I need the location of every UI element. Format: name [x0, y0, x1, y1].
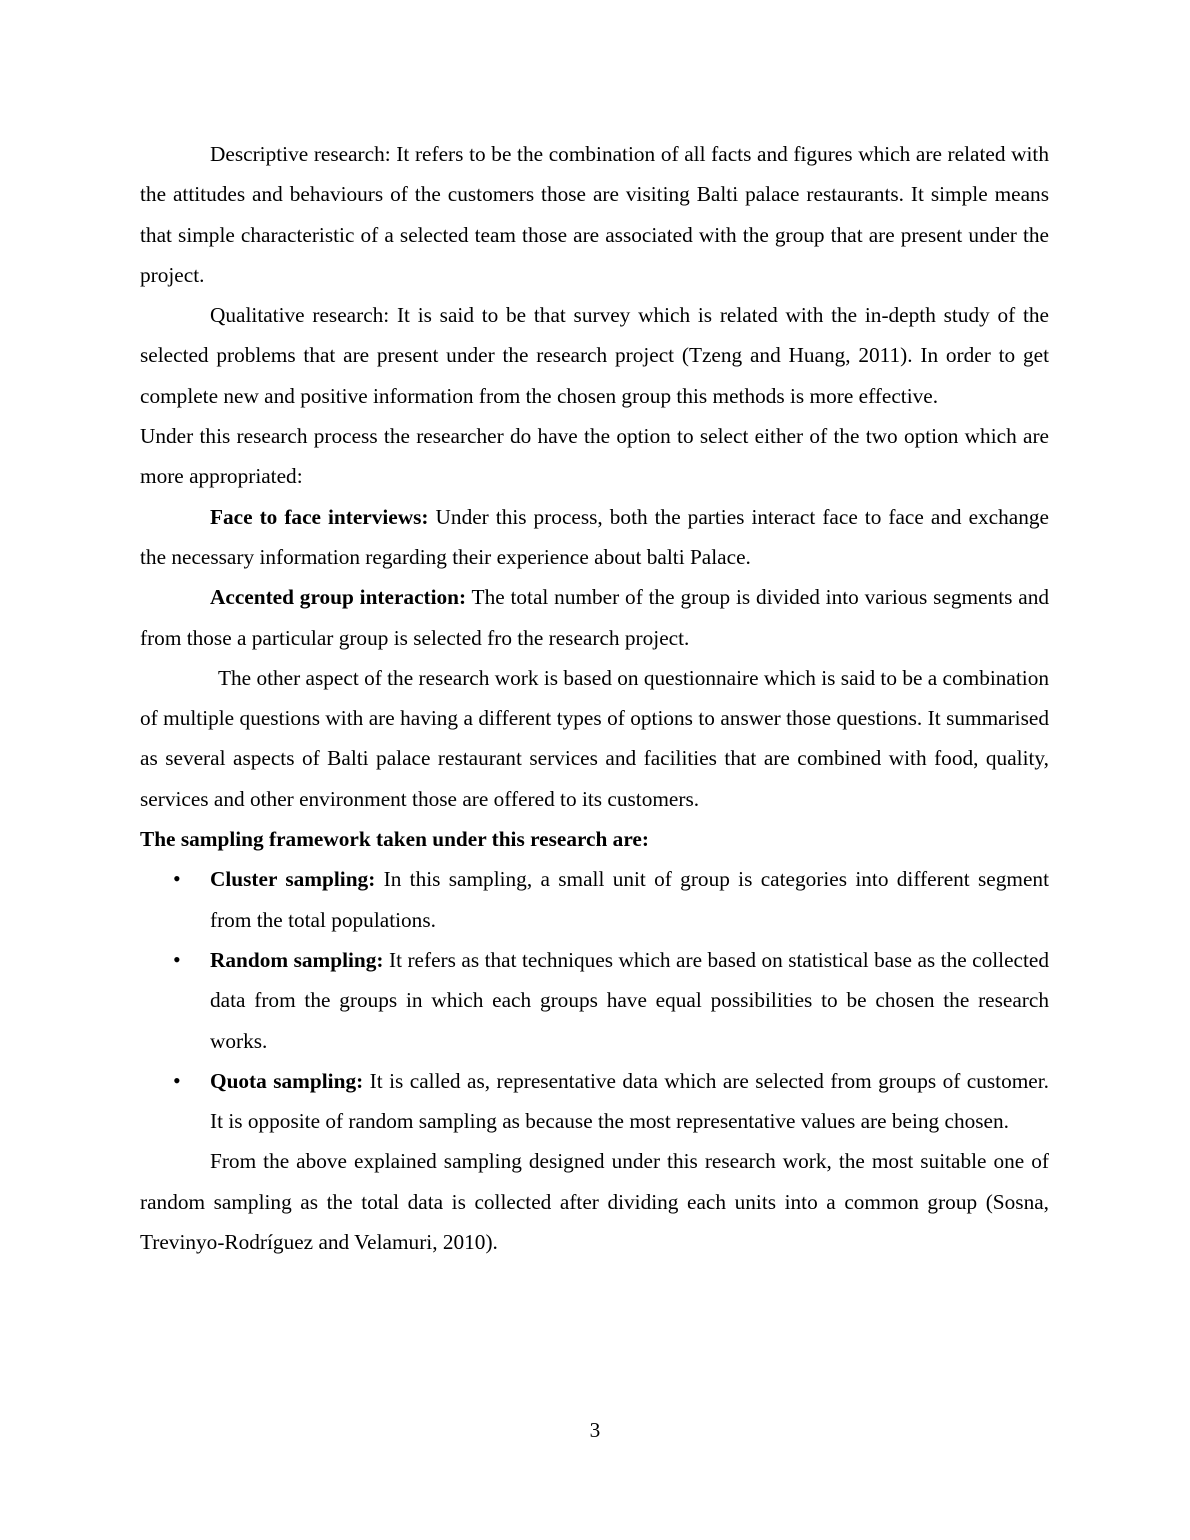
paragraph-face-to-face-interviews: [140, 497, 1049, 578]
document-page: [140, 134, 1049, 1262]
paragraph-other-aspect: The other aspect of the research work is based on questionnaire which is said to be a combination of multiple questions with are having a different types of options to answer those questions. It summarised as several aspects of Balti palace restaurant services and facilities that are combined with food, quality, services and other environment those are offered to its customers.: [140, 665, 1049, 811]
text-quota-sampling: It is called as, representative data which are selected from groups of customer. It is opposite of random sampling as because the most representative values are being chosen.: [210, 1068, 1049, 1134]
bullet-icon: •: [173, 946, 181, 972]
text-cluster-sampling: In this sampling, a small unit of group is categories into different segment from the total populations.: [210, 867, 1049, 932]
list-item-quota-sampling: [140, 1061, 1049, 1142]
bullet-icon: •: [173, 1067, 181, 1093]
term-cluster-sampling: Cluster sampling:: [210, 867, 376, 892]
paragraph-accented-group-interaction: [140, 577, 1049, 658]
term-random-sampling: Random sampling:: [210, 947, 384, 972]
text-face-to-face-interviews: Under this process, both the parties interact face to face and exchange the necessary information regarding their experience about balti Palace.: [140, 504, 1049, 569]
text-accented-group-interaction: The total number of the group is divided into various segments and from those a particular group is selected fro the research project.: [140, 585, 1049, 650]
term-quota-sampling: Quota sampling:: [210, 1068, 364, 1093]
paragraph-conclusion: From the above explained sampling designed under this research work, the most suitable one of random sampling as the total data is collected after dividing each units into a common group (Sosna, Trevinyo-Rodríguez and Velamuri, 2010).: [140, 1149, 1049, 1255]
bullet-icon: •: [173, 866, 181, 892]
text-random-sampling: It refers as that techniques which are based on statistical base as the collected data from the groups in which each groups have equal possibilities to be chosen the research works.: [210, 947, 1049, 1053]
paragraph-qualitative-research: Qualitative research: It is said to be that survey which is related with the in-depth study of the selected problems that are present under the research project (Tzeng and Huang, 2011). In order to get complete new and positive information from the chosen group this methods is more effective.: [140, 303, 1049, 408]
sampling-methods-list: [140, 859, 1049, 1141]
page-number: 3: [589, 1418, 601, 1442]
list-item-cluster-sampling: [140, 859, 1049, 940]
term-accented-group-interaction: Accented group interaction:: [210, 585, 467, 610]
paragraph-research-process: Under this research process the researcher do have the option to select either of the two option which are more appropriated:: [140, 424, 1049, 489]
term-face-to-face-interviews: Face to face interviews:: [210, 504, 429, 529]
list-item-random-sampling: [140, 940, 1049, 1061]
sampling-framework-heading: The sampling framework taken under this research are:: [140, 827, 649, 852]
paragraph-descriptive-research: Descriptive research: It refers to be the combination of all facts and figures which are related with the attitudes and behaviours of the customers those are visiting Balti palace restaurants. It simple means that simple characteristic of a selected team those are associated with the group that are present under the project.: [140, 142, 1049, 287]
